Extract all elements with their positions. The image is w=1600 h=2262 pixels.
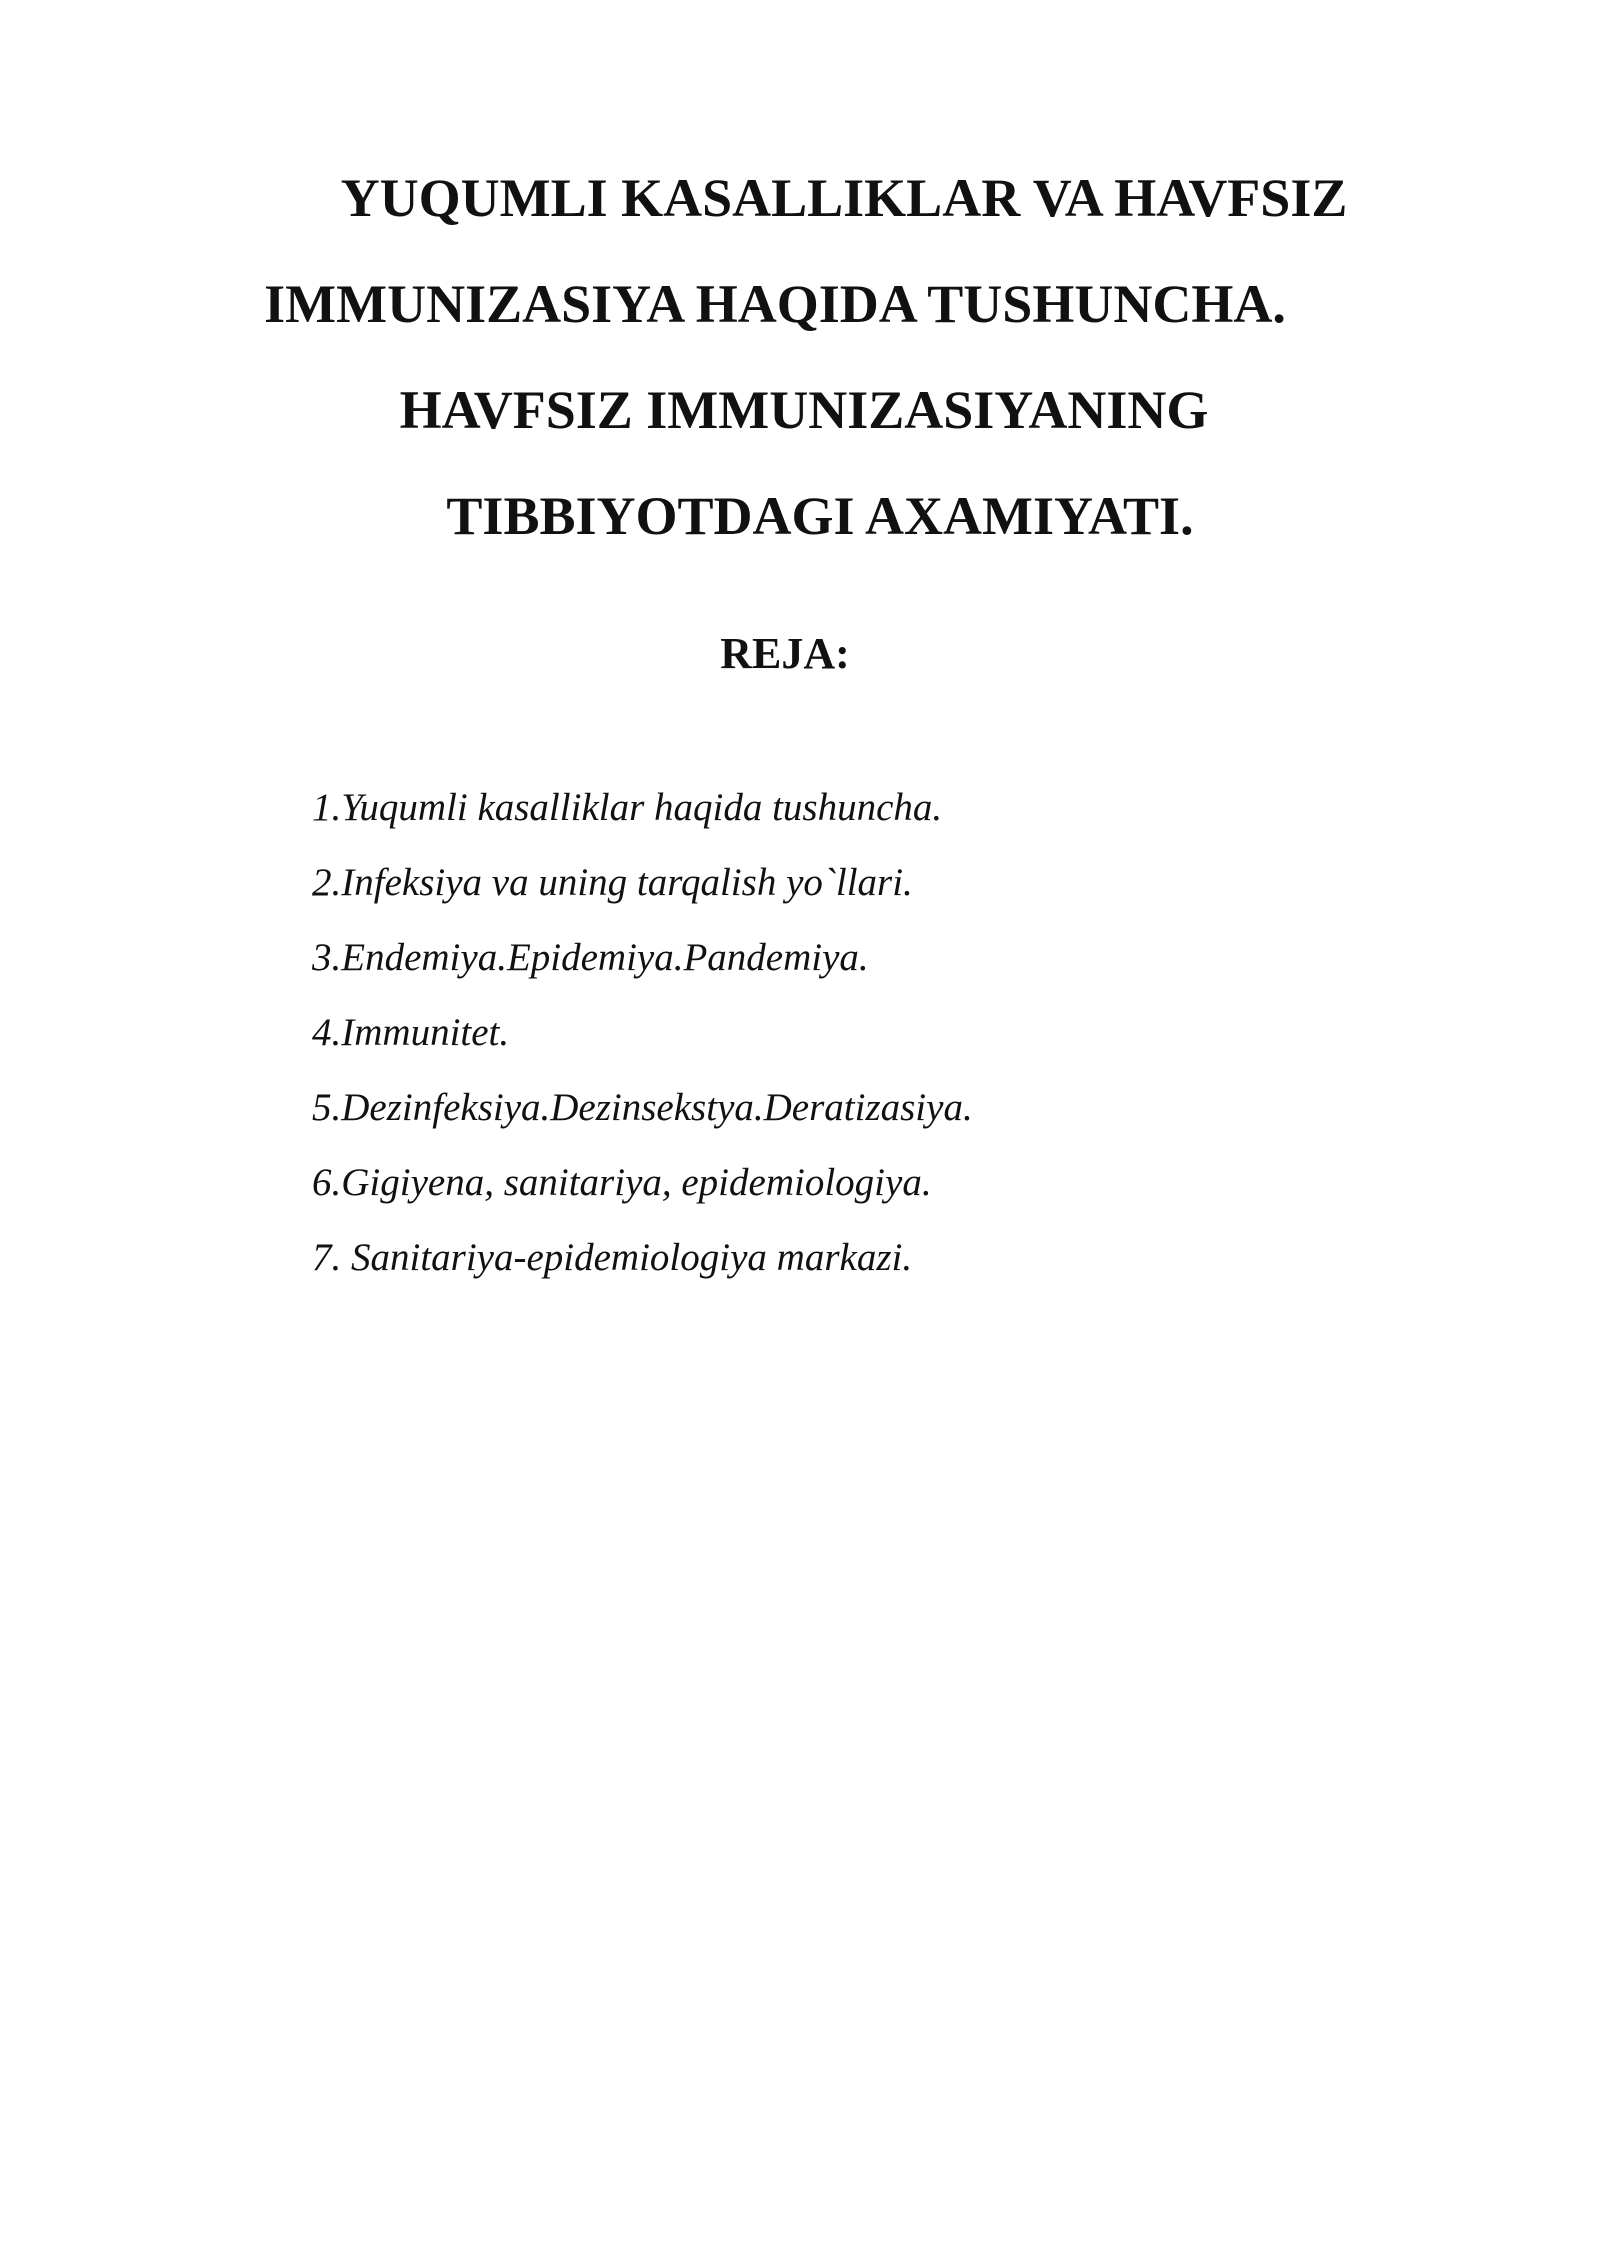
plan-item: 3.Endemiya.Epidemiya.Pandemiya. [312,936,869,979]
plan-item: 2.Infeksiya va uning tarqalish yo`llari. [312,861,913,904]
plan-heading: REJA: [720,629,850,678]
document-title [240,145,1400,569]
plan-item: 7. Sanitariya-epidemiologiya markazi. [312,1236,913,1279]
title-line: TIBBIYOTDAGI AXAMIYATI. [446,486,1194,546]
title-line: HAVFSIZ IMMUNIZASIYANING [399,380,1209,440]
title-line: IMMUNIZASIYA HAQIDA TUSHUNCHA. [264,274,1286,334]
plan-item: 4.Immunitet. [312,1011,510,1054]
plan-item: 6.Gigiyena, sanitariya, epidemiologiya. [312,1161,932,1204]
plan-item: 5.Dezinfeksiya.Dezinsekstya.Deratizasiya. [312,1086,973,1129]
title-line: YUQUMLI KASALLIKLAR VA HAVFSIZ [340,168,1348,228]
plan-list [312,770,973,1295]
plan-item: 1.Yuqumli kasalliklar haqida tushuncha. [312,786,943,829]
